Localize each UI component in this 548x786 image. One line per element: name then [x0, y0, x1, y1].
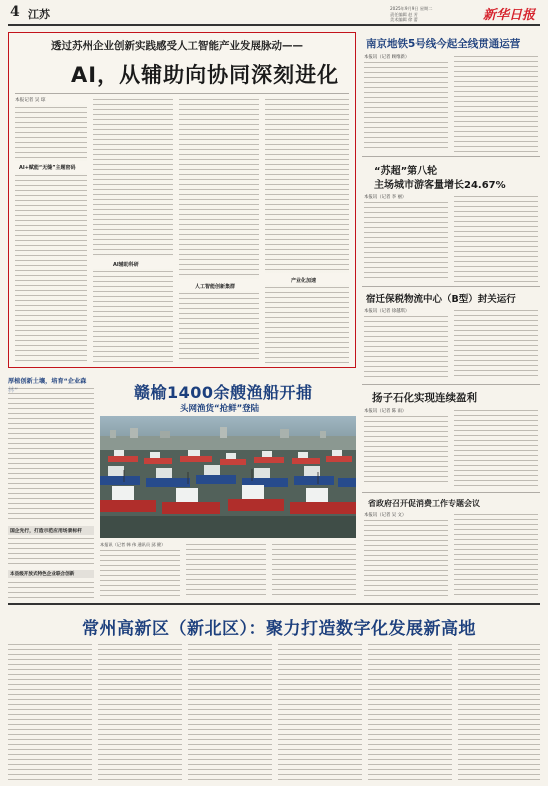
- photo-feature: [100, 374, 356, 600]
- lead-subhead-3: 人工智能创新集群: [195, 284, 236, 290]
- lead-headline: AI，从辅助向协同深刻进化: [71, 63, 340, 87]
- designer-credit: 美术编辑 徐 蕾: [390, 17, 418, 22]
- photo-text-col2: [186, 542, 266, 598]
- bottom-text-col6: [458, 642, 540, 782]
- lead-subhead-4: 产业化加速: [291, 278, 317, 284]
- logistics-headline: 宿迁保税物流中心（B型）封关运行: [366, 294, 516, 305]
- rd-subhead: 国企先行，打造示范应用场景标杆: [8, 526, 94, 535]
- lead-byline: 本报记者 吴 琼: [15, 98, 46, 103]
- lead-col1-text-2: [15, 173, 87, 363]
- metro-text-2: [454, 54, 538, 152]
- yangzijiang-headline: 扬子石化实现连续盈利: [372, 392, 477, 404]
- tourism-headline-1: “苏超”第八轮: [374, 166, 438, 177]
- lead-subhead-1: AI+赋能“无缝”主题密码: [19, 165, 76, 171]
- tourism-byline: 本报讯（记者 李 丽）: [364, 195, 407, 200]
- bottom-text-col5: [368, 642, 452, 782]
- photo-text-col1: [100, 548, 180, 598]
- page-header: [0, 0, 548, 26]
- fishing-boats-photo: [100, 416, 356, 538]
- bottom-text-col4: [278, 642, 362, 782]
- bottom-headline: 常州高新区（新北区）：聚力打造数字化发展新高地: [82, 619, 476, 639]
- lead-article: [8, 32, 356, 368]
- metro-article: [362, 32, 540, 156]
- section-name: 江苏: [28, 8, 50, 21]
- bottom-article: [8, 606, 540, 782]
- lead-col2-text: [93, 97, 173, 257]
- rd-text: [8, 386, 94, 522]
- tourism-text: [364, 200, 448, 282]
- lead-col4-text-2: [265, 285, 349, 363]
- rd-article: [8, 374, 94, 600]
- issue-date: 2025年9月9日 星期二: [390, 6, 433, 11]
- rd-text-3: [8, 580, 94, 600]
- lead-col2-text-2: [93, 269, 173, 363]
- rd-headline: 厚植创新土壤，培育“企业森: [8, 378, 87, 385]
- consumption-article: [362, 494, 540, 600]
- editor-credit: 责任编辑 赵 芳: [390, 12, 418, 17]
- metro-headline: 南京地铁5号线今起全线贯通运营: [366, 38, 521, 50]
- lead-col4-text: [265, 97, 349, 273]
- photo-caption-byline: 本报讯（记者 韩 伟 通讯员 邱 健）: [100, 542, 166, 547]
- bottom-text-col2: [98, 642, 182, 782]
- consumption-byline: 本报讯（记者 吴 文）: [364, 513, 407, 518]
- metro-text: [364, 60, 448, 152]
- lead-col1-text: [15, 105, 87, 161]
- tourism-text-2: [454, 194, 538, 282]
- yangzijiang-text-2: [454, 408, 538, 486]
- photo-subhead: 头网渔货“抢鲜”登陆: [180, 404, 260, 414]
- newspaper-logo: 新华日报: [483, 8, 536, 23]
- rd-text-2: [8, 536, 94, 566]
- yangzijiang-byline: 本报讯（记者 陈 雨）: [364, 409, 407, 414]
- bottom-text-col1: [8, 642, 92, 782]
- logistics-byline: 本报讯（记者 徐越琪）: [364, 309, 410, 314]
- photo-headline: 赣榆1400余艘渔船开捕: [134, 383, 313, 402]
- metro-byline: 本报讯（记者 顾维新）: [364, 55, 410, 60]
- consumption-headline: 省政府召开促消费工作专题会议: [368, 499, 480, 508]
- consumption-text: [364, 518, 448, 596]
- consumption-text-2: [454, 512, 538, 596]
- bottom-text-col3: [188, 642, 272, 782]
- page-number: 4: [10, 4, 20, 20]
- lead-col3-text-2: [179, 291, 259, 363]
- logistics-text-2: [454, 308, 538, 378]
- yangzijiang-text: [364, 414, 448, 486]
- logistics-text: [364, 314, 448, 378]
- tourism-headline-2: 主场城市游客量增长24.67%: [374, 180, 506, 191]
- rd-subhead-2: 本县级开放式特色企业联合创新: [8, 570, 94, 578]
- tourism-article: [362, 158, 540, 286]
- lead-subhead-2: AI辅助科研: [113, 262, 139, 268]
- lead-col3-text: [179, 97, 259, 279]
- lead-kicker: 透过苏州企业创新实践感受人工智能产业发展脉动——: [51, 40, 303, 52]
- yangzijiang-article: [362, 386, 540, 490]
- logistics-article: [362, 288, 540, 382]
- photo-text-col3: [272, 542, 356, 598]
